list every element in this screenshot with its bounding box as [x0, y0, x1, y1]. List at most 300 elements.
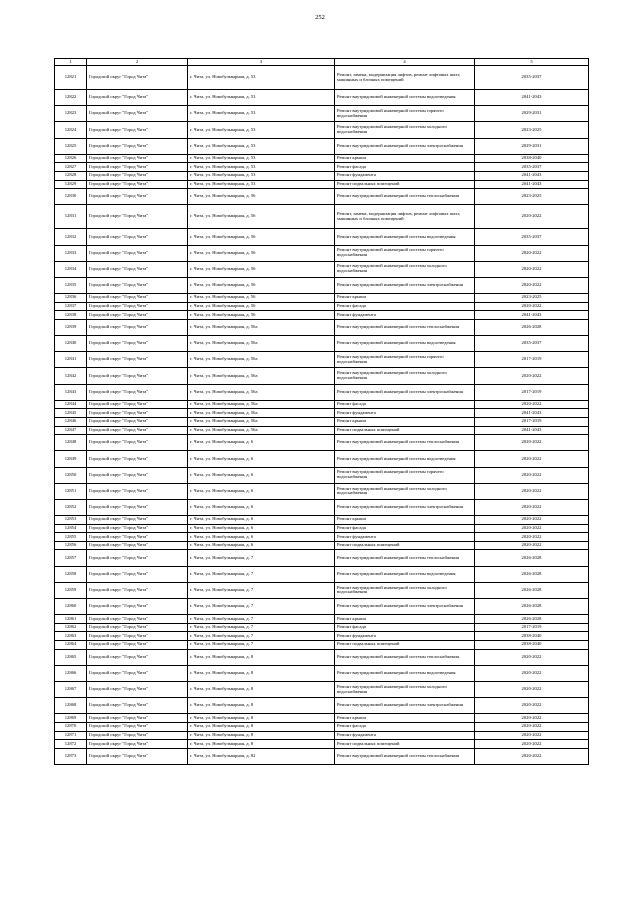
period-cell: 2020-2022 — [475, 499, 589, 515]
row-number-cell: 12831 — [55, 205, 87, 229]
municipality-cell: Городской округ "Город Чита" — [87, 311, 188, 320]
table-row — [55, 294, 589, 303]
address-cell: г. Чита, ул. Новобульварная, д. 56а — [188, 384, 335, 400]
work-type-cell: Ремонт внутридомовой инженерной системы водоотведения — [335, 665, 475, 681]
address-cell: г. Чита, ул. Новобульварная, д. 56 — [188, 311, 335, 320]
work-type-cell: Ремонт подвальных помещений — [335, 740, 475, 749]
municipality-cell: Городской округ "Город Чита" — [87, 189, 188, 205]
address-cell: г. Чита, ул. Новобульварная, д. 56а — [188, 426, 335, 435]
municipality-cell: Городской округ "Город Чита" — [87, 90, 188, 106]
row-number-cell: 12864 — [55, 641, 87, 650]
municipality-cell: Городской округ "Город Чита" — [87, 623, 188, 632]
period-cell: 2020-2022 — [475, 400, 589, 409]
period-cell: 2041-2043 — [475, 409, 589, 418]
work-type-cell: Ремонт внутридомовой инженерной системы горячего водоснабжения — [335, 106, 475, 122]
table-row — [55, 319, 589, 335]
work-type-cell: Ремонт внутридомовой инженерной системы холодного водоснабжения — [335, 368, 475, 384]
period-cell: 2020-2022 — [475, 368, 589, 384]
row-number-cell: 12843 — [55, 384, 87, 400]
row-number-cell: 12871 — [55, 731, 87, 740]
work-type-cell: Ремонт фундамента — [335, 311, 475, 320]
address-cell: г. Чита, ул. Новобульварная, д. 6 — [188, 524, 335, 533]
table-header-row — [55, 59, 589, 66]
table-row — [55, 524, 589, 533]
table-row — [55, 566, 589, 582]
table-row — [55, 483, 589, 499]
work-type-cell: Ремонт крыши — [335, 615, 475, 624]
table-row — [55, 261, 589, 277]
row-number-cell: 12858 — [55, 566, 87, 582]
work-type-cell: Ремонт фундамента — [335, 409, 475, 418]
municipality-cell: Городской округ "Город Чита" — [87, 261, 188, 277]
row-number-cell: 12824 — [55, 122, 87, 138]
period-cell: 2020-2022 — [475, 451, 589, 467]
address-cell: г. Чита, ул. Новобульварная, д. 56 — [188, 229, 335, 245]
municipality-cell: Городской округ "Город Чита" — [87, 722, 188, 731]
column-header: 2 — [87, 59, 188, 66]
work-type-cell: Ремонт внутридомовой инженерной системы водоотведения — [335, 90, 475, 106]
table-row — [55, 632, 589, 641]
address-cell: г. Чита, ул. Новобульварная, д. 7 — [188, 641, 335, 650]
address-cell: г. Чита, ул. Новобульварная, д. 56 — [188, 294, 335, 303]
row-number-cell: 12822 — [55, 90, 87, 106]
table-row — [55, 122, 589, 138]
row-number-cell: 12856 — [55, 541, 87, 550]
period-cell: 2020-2022 — [475, 698, 589, 714]
address-cell: г. Чита, ул. Новобульварная, д. 56а — [188, 368, 335, 384]
period-cell: 2026-2028 — [475, 566, 589, 582]
period-cell: 2038-2040 — [475, 632, 589, 641]
address-cell: г. Чита, ул. Новобульварная, д. 82 — [188, 748, 335, 764]
table-row — [55, 384, 589, 400]
municipality-cell: Городской округ "Город Чита" — [87, 417, 188, 426]
table-row — [55, 66, 589, 90]
work-type-cell: Ремонт внутридомовой инженерной системы водоотведения — [335, 451, 475, 467]
work-type-cell: Ремонт подвальных помещений — [335, 641, 475, 650]
table-row — [55, 409, 589, 418]
row-number-cell: 12832 — [55, 229, 87, 245]
municipality-cell: Городской округ "Город Чита" — [87, 641, 188, 650]
work-type-cell: Ремонт подвальных помещений — [335, 541, 475, 550]
work-type-cell: Ремонт внутридомовой инженерной системы холодного водоснабжения — [335, 122, 475, 138]
row-number-cell: 12850 — [55, 467, 87, 483]
work-type-cell: Ремонт внутридомовой инженерной системы теплоснабжения — [335, 748, 475, 764]
municipality-cell: Городской округ "Город Чита" — [87, 714, 188, 723]
table-row — [55, 615, 589, 624]
address-cell: г. Чита, ул. Новобульварная, д. 8 — [188, 649, 335, 665]
municipality-cell: Городской округ "Город Чита" — [87, 582, 188, 598]
municipality-cell: Городской округ "Город Чита" — [87, 319, 188, 335]
table-row — [55, 368, 589, 384]
work-type-cell: Ремонт внутридомовой инженерной системы холодного водоснабжения — [335, 681, 475, 697]
row-number-cell: 12841 — [55, 352, 87, 368]
work-type-cell: Ремонт внутридомовой инженерной системы водоотведения — [335, 229, 475, 245]
period-cell: 2020-2022 — [475, 541, 589, 550]
work-type-cell: Ремонт крыши — [335, 154, 475, 163]
work-type-cell: Ремонт фасада — [335, 623, 475, 632]
address-cell: г. Чита, ул. Новобульварная, д. 56 — [188, 261, 335, 277]
municipality-cell: Городской округ "Город Чита" — [87, 516, 188, 525]
table-row — [55, 451, 589, 467]
table-row — [55, 731, 589, 740]
row-number-cell: 12873 — [55, 748, 87, 764]
work-type-cell: Ремонт крыши — [335, 294, 475, 303]
period-cell: 2017-2019 — [475, 623, 589, 632]
period-cell: 2035-2037 — [475, 336, 589, 352]
period-cell: 2020-2022 — [475, 649, 589, 665]
address-cell: г. Чита, ул. Новобульварная, д. 7 — [188, 582, 335, 598]
row-number-cell: 12828 — [55, 171, 87, 180]
row-number-cell: 12825 — [55, 138, 87, 154]
work-type-cell: Ремонт подвальных помещений — [335, 426, 475, 435]
period-cell: 2026-2028 — [475, 599, 589, 615]
municipality-cell: Городской округ "Город Чита" — [87, 499, 188, 515]
row-number-cell: 12857 — [55, 550, 87, 566]
municipality-cell: Городской округ "Город Чита" — [87, 649, 188, 665]
period-cell: 2020-2022 — [475, 524, 589, 533]
table-row — [55, 748, 589, 764]
period-cell: 2020-2022 — [475, 435, 589, 451]
row-number-cell: 12827 — [55, 163, 87, 172]
table-row — [55, 180, 589, 189]
municipality-cell: Городской округ "Город Чита" — [87, 467, 188, 483]
address-cell: г. Чита, ул. Новобульварная, д. 56а — [188, 352, 335, 368]
municipality-cell: Городской округ "Город Чита" — [87, 368, 188, 384]
table-row — [55, 499, 589, 515]
table-row — [55, 205, 589, 229]
row-number-cell: 12849 — [55, 451, 87, 467]
address-cell: г. Чита, ул. Новобульварная, д. 53 — [188, 171, 335, 180]
row-number-cell: 12837 — [55, 302, 87, 311]
period-cell: 2026-2028 — [475, 582, 589, 598]
period-cell: 2026-2028 — [475, 319, 589, 335]
address-cell: г. Чита, ул. Новобульварная, д. 53 — [188, 106, 335, 122]
table-row — [55, 541, 589, 550]
municipality-cell: Городской округ "Город Чита" — [87, 632, 188, 641]
work-type-cell: Ремонт внутридомовой инженерной системы теплоснабжения — [335, 649, 475, 665]
address-cell: г. Чита, ул. Новобульварная, д. 56а — [188, 336, 335, 352]
work-type-cell: Ремонт внутридомовой инженерной системы холодного водоснабжения — [335, 261, 475, 277]
work-type-cell: Ремонт внутридомовой инженерной системы электроснабжения — [335, 384, 475, 400]
address-cell: г. Чита, ул. Новобульварная, д. 6 — [188, 483, 335, 499]
municipality-cell: Городской округ "Город Чита" — [87, 615, 188, 624]
municipality-cell: Городской округ "Город Чита" — [87, 302, 188, 311]
table-row — [55, 681, 589, 697]
municipality-cell: Городской округ "Город Чита" — [87, 294, 188, 303]
row-number-cell: 12826 — [55, 154, 87, 163]
work-type-cell: Ремонт подвальных помещений — [335, 180, 475, 189]
address-cell: г. Чита, ул. Новобульварная, д. 53 — [188, 163, 335, 172]
address-cell: г. Чита, ул. Новобульварная, д. 53 — [188, 138, 335, 154]
municipality-cell: Городской округ "Город Чита" — [87, 245, 188, 261]
row-number-cell: 12861 — [55, 615, 87, 624]
period-cell: 2020-2022 — [475, 277, 589, 293]
work-type-cell: Ремонт внутридомовой инженерной системы электроснабжения — [335, 277, 475, 293]
table-row — [55, 740, 589, 749]
column-header: 3 — [188, 59, 335, 66]
period-cell: 2023-2025 — [475, 189, 589, 205]
work-type-cell: Ремонт фундамента — [335, 533, 475, 542]
period-cell: 2041-2043 — [475, 311, 589, 320]
row-number-cell: 12863 — [55, 632, 87, 641]
work-type-cell: Ремонт внутридомовой инженерной системы водоотведения — [335, 566, 475, 582]
address-cell: г. Чита, ул. Новобульварная, д. 53 — [188, 154, 335, 163]
row-number-cell: 12836 — [55, 294, 87, 303]
municipality-cell: Городской округ "Город Чита" — [87, 205, 188, 229]
table-row — [55, 171, 589, 180]
row-number-cell: 12829 — [55, 180, 87, 189]
municipality-cell: Городской округ "Город Чита" — [87, 171, 188, 180]
municipality-cell: Городской округ "Город Чита" — [87, 277, 188, 293]
period-cell: 2020-2022 — [475, 483, 589, 499]
work-type-cell: Ремонт, замена, модернизация лифтов, ремонт лифтовых шахт, машинных и блочных помещений — [335, 66, 475, 90]
municipality-cell: Городской округ "Город Чита" — [87, 229, 188, 245]
municipality-cell: Городской округ "Город Чита" — [87, 748, 188, 764]
row-number-cell: 12870 — [55, 722, 87, 731]
municipality-cell: Городской округ "Город Чита" — [87, 106, 188, 122]
municipality-cell: Городской округ "Город Чита" — [87, 352, 188, 368]
address-cell: г. Чита, ул. Новобульварная, д. 56а — [188, 417, 335, 426]
work-type-cell: Ремонт внутридомовой инженерной системы водоотведения — [335, 336, 475, 352]
table-row — [55, 649, 589, 665]
municipality-cell: Городской округ "Город Чита" — [87, 426, 188, 435]
period-cell: 2020-2022 — [475, 748, 589, 764]
column-header: 5 — [475, 59, 589, 66]
address-cell: г. Чита, ул. Новобульварная, д. 8 — [188, 714, 335, 723]
table-row — [55, 516, 589, 525]
work-type-cell: Ремонт внутридомовой инженерной системы горячего водоснабжения — [335, 467, 475, 483]
period-cell: 2020-2022 — [475, 467, 589, 483]
period-cell: 2026-2028 — [475, 615, 589, 624]
address-cell: г. Чита, ул. Новобульварная, д. 6 — [188, 541, 335, 550]
row-number-cell: 12847 — [55, 426, 87, 435]
period-cell: 2041-2043 — [475, 90, 589, 106]
address-cell: г. Чита, ул. Новобульварная, д. 6 — [188, 499, 335, 515]
capital-repair-table — [54, 58, 589, 765]
municipality-cell: Городской округ "Город Чита" — [87, 698, 188, 714]
period-cell: 2041-2043 — [475, 171, 589, 180]
municipality-cell: Городской округ "Город Чита" — [87, 740, 188, 749]
row-number-cell: 12859 — [55, 582, 87, 598]
work-type-cell: Ремонт фундамента — [335, 731, 475, 740]
address-cell: г. Чита, ул. Новобульварная, д. 8 — [188, 665, 335, 681]
row-number-cell: 12865 — [55, 649, 87, 665]
address-cell: г. Чита, ул. Новобульварная, д. 56 — [188, 302, 335, 311]
municipality-cell: Городской округ "Город Чита" — [87, 435, 188, 451]
address-cell: г. Чита, ул. Новобульварная, д. 7 — [188, 623, 335, 632]
table-row — [55, 106, 589, 122]
address-cell: г. Чита, ул. Новобульварная, д. 56а — [188, 400, 335, 409]
address-cell: г. Чита, ул. Новобульварная, д. 56 — [188, 277, 335, 293]
row-number-cell: 12845 — [55, 409, 87, 418]
municipality-cell: Городской округ "Город Чита" — [87, 731, 188, 740]
table-row — [55, 90, 589, 106]
table-row — [55, 599, 589, 615]
address-cell: г. Чита, ул. Новобульварная, д. 6 — [188, 451, 335, 467]
table-row — [55, 352, 589, 368]
municipality-cell: Городской округ "Город Чита" — [87, 541, 188, 550]
table-row — [55, 302, 589, 311]
period-cell: 2020-2022 — [475, 731, 589, 740]
column-header: 1 — [55, 59, 87, 66]
column-header: 4 — [335, 59, 475, 66]
work-type-cell: Ремонт внутридомовой инженерной системы холодного водоснабжения — [335, 483, 475, 499]
row-number-cell: 12839 — [55, 319, 87, 335]
table-row — [55, 722, 589, 731]
municipality-cell: Городской округ "Город Чита" — [87, 122, 188, 138]
period-cell: 2020-2022 — [475, 302, 589, 311]
row-number-cell: 12868 — [55, 698, 87, 714]
work-type-cell: Ремонт фасада — [335, 302, 475, 311]
municipality-cell: Городской округ "Город Чита" — [87, 66, 188, 90]
period-cell: 2020-2022 — [475, 261, 589, 277]
work-type-cell: Ремонт крыши — [335, 417, 475, 426]
table-row — [55, 550, 589, 566]
table-row — [55, 467, 589, 483]
period-cell: 2017-2019 — [475, 384, 589, 400]
table-row — [55, 138, 589, 154]
municipality-cell: Городской округ "Город Чита" — [87, 524, 188, 533]
row-number-cell: 12853 — [55, 516, 87, 525]
table-row — [55, 189, 589, 205]
municipality-cell: Городской округ "Город Чита" — [87, 180, 188, 189]
work-type-cell: Ремонт внутридомовой инженерной системы теплоснабжения — [335, 550, 475, 566]
table-row — [55, 245, 589, 261]
municipality-cell: Городской округ "Город Чита" — [87, 336, 188, 352]
work-type-cell: Ремонт фасада — [335, 524, 475, 533]
work-type-cell: Ремонт внутридомовой инженерной системы электроснабжения — [335, 599, 475, 615]
address-cell: г. Чита, ул. Новобульварная, д. 56а — [188, 319, 335, 335]
municipality-cell: Городской округ "Город Чита" — [87, 163, 188, 172]
work-type-cell: Ремонт внутридомовой инженерной системы теплоснабжения — [335, 189, 475, 205]
period-cell: 2020-2022 — [475, 665, 589, 681]
municipality-cell: Городской округ "Город Чита" — [87, 400, 188, 409]
row-number-cell: 12867 — [55, 681, 87, 697]
municipality-cell: Городской округ "Город Чита" — [87, 138, 188, 154]
row-number-cell: 12862 — [55, 623, 87, 632]
row-number-cell: 12823 — [55, 106, 87, 122]
table-row — [55, 641, 589, 650]
period-cell: 2020-2022 — [475, 740, 589, 749]
work-type-cell: Ремонт внутридомовой инженерной системы теплоснабжения — [335, 435, 475, 451]
period-cell: 2029-2031 — [475, 138, 589, 154]
address-cell: г. Чита, ул. Новобульварная, д. 8 — [188, 731, 335, 740]
municipality-cell: Городской округ "Город Чита" — [87, 384, 188, 400]
table-row — [55, 714, 589, 723]
address-cell: г. Чита, ул. Новобульварная, д. 8 — [188, 681, 335, 697]
address-cell: г. Чита, ул. Новобульварная, д. 6 — [188, 435, 335, 451]
row-number-cell: 12821 — [55, 66, 87, 90]
table-body — [55, 66, 589, 765]
period-cell: 2038-2040 — [475, 641, 589, 650]
address-cell: г. Чита, ул. Новобульварная, д. 8 — [188, 740, 335, 749]
row-number-cell: 12830 — [55, 189, 87, 205]
table-row — [55, 582, 589, 598]
municipality-cell: Городской округ "Город Чита" — [87, 533, 188, 542]
address-cell: г. Чита, ул. Новобульварная, д. 6 — [188, 516, 335, 525]
address-cell: г. Чита, ул. Новобульварная, д. 7 — [188, 615, 335, 624]
period-cell: 2020-2022 — [475, 245, 589, 261]
row-number-cell: 12869 — [55, 714, 87, 723]
period-cell: 2020-2022 — [475, 681, 589, 697]
municipality-cell: Городской округ "Город Чита" — [87, 550, 188, 566]
table-row — [55, 311, 589, 320]
address-cell: г. Чита, ул. Новобульварная, д. 8 — [188, 698, 335, 714]
address-cell: г. Чита, ул. Новобульварная, д. 56 — [188, 205, 335, 229]
table-row — [55, 277, 589, 293]
work-type-cell: Ремонт внутридомовой инженерной системы горячего водоснабжения — [335, 352, 475, 368]
row-number-cell: 12846 — [55, 417, 87, 426]
row-number-cell: 12866 — [55, 665, 87, 681]
address-cell: г. Чита, ул. Новобульварная, д. 53 — [188, 90, 335, 106]
address-cell: г. Чита, ул. Новобульварная, д. 6 — [188, 467, 335, 483]
table-row — [55, 426, 589, 435]
work-type-cell: Ремонт, замена, модернизация лифтов, ремонт лифтовых шахт, машинных и блочных помещений — [335, 205, 475, 229]
address-cell: г. Чита, ул. Новобульварная, д. 6 — [188, 533, 335, 542]
period-cell: 2038-2040 — [475, 154, 589, 163]
table-row — [55, 154, 589, 163]
table-row — [55, 163, 589, 172]
address-cell: г. Чита, ул. Новобульварная, д. 7 — [188, 599, 335, 615]
row-number-cell: 12842 — [55, 368, 87, 384]
period-cell: 2020-2022 — [475, 533, 589, 542]
address-cell: г. Чита, ул. Новобульварная, д. 8 — [188, 722, 335, 731]
row-number-cell: 12838 — [55, 311, 87, 320]
work-type-cell: Ремонт внутридомовой инженерной системы электроснабжения — [335, 698, 475, 714]
period-cell: 2020-2022 — [475, 722, 589, 731]
row-number-cell: 12848 — [55, 435, 87, 451]
table-row — [55, 665, 589, 681]
municipality-cell: Городской округ "Город Чита" — [87, 154, 188, 163]
period-cell: 2041-2043 — [475, 180, 589, 189]
period-cell: 2020-2022 — [475, 205, 589, 229]
address-cell: г. Чита, ул. Новобульварная, д. 7 — [188, 566, 335, 582]
work-type-cell: Ремонт внутридомовой инженерной системы теплоснабжения — [335, 319, 475, 335]
work-type-cell: Ремонт внутридомовой инженерной системы электроснабжения — [335, 499, 475, 515]
table-row — [55, 400, 589, 409]
period-cell: 2023-2025 — [475, 122, 589, 138]
row-number-cell: 12854 — [55, 524, 87, 533]
address-cell: г. Чита, ул. Новобульварная, д. 56а — [188, 409, 335, 418]
work-type-cell: Ремонт фасада — [335, 400, 475, 409]
municipality-cell: Городской округ "Город Чита" — [87, 566, 188, 582]
period-cell: 2035-2037 — [475, 163, 589, 172]
table-row — [55, 417, 589, 426]
municipality-cell: Городской округ "Город Чита" — [87, 681, 188, 697]
address-cell: г. Чита, ул. Новобульварная, д. 53 — [188, 66, 335, 90]
row-number-cell: 12835 — [55, 277, 87, 293]
municipality-cell: Городской округ "Город Чита" — [87, 665, 188, 681]
row-number-cell: 12872 — [55, 740, 87, 749]
row-number-cell: 12840 — [55, 336, 87, 352]
work-type-cell: Ремонт внутридомовой инженерной системы электроснабжения — [335, 138, 475, 154]
work-type-cell: Ремонт внутридомовой инженерной системы горячего водоснабжения — [335, 245, 475, 261]
work-type-cell: Ремонт фасада — [335, 722, 475, 731]
row-number-cell: 12833 — [55, 245, 87, 261]
table-row — [55, 698, 589, 714]
table-row — [55, 336, 589, 352]
table-row — [55, 533, 589, 542]
address-cell: г. Чита, ул. Новобульварная, д. 7 — [188, 550, 335, 566]
period-cell: 2029-2031 — [475, 106, 589, 122]
row-number-cell: 12852 — [55, 499, 87, 515]
period-cell: 2041-2043 — [475, 426, 589, 435]
period-cell: 2023-2025 — [475, 294, 589, 303]
table-row — [55, 229, 589, 245]
period-cell: 2020-2022 — [475, 714, 589, 723]
period-cell: 2026-2028 — [475, 550, 589, 566]
row-number-cell: 12855 — [55, 533, 87, 542]
